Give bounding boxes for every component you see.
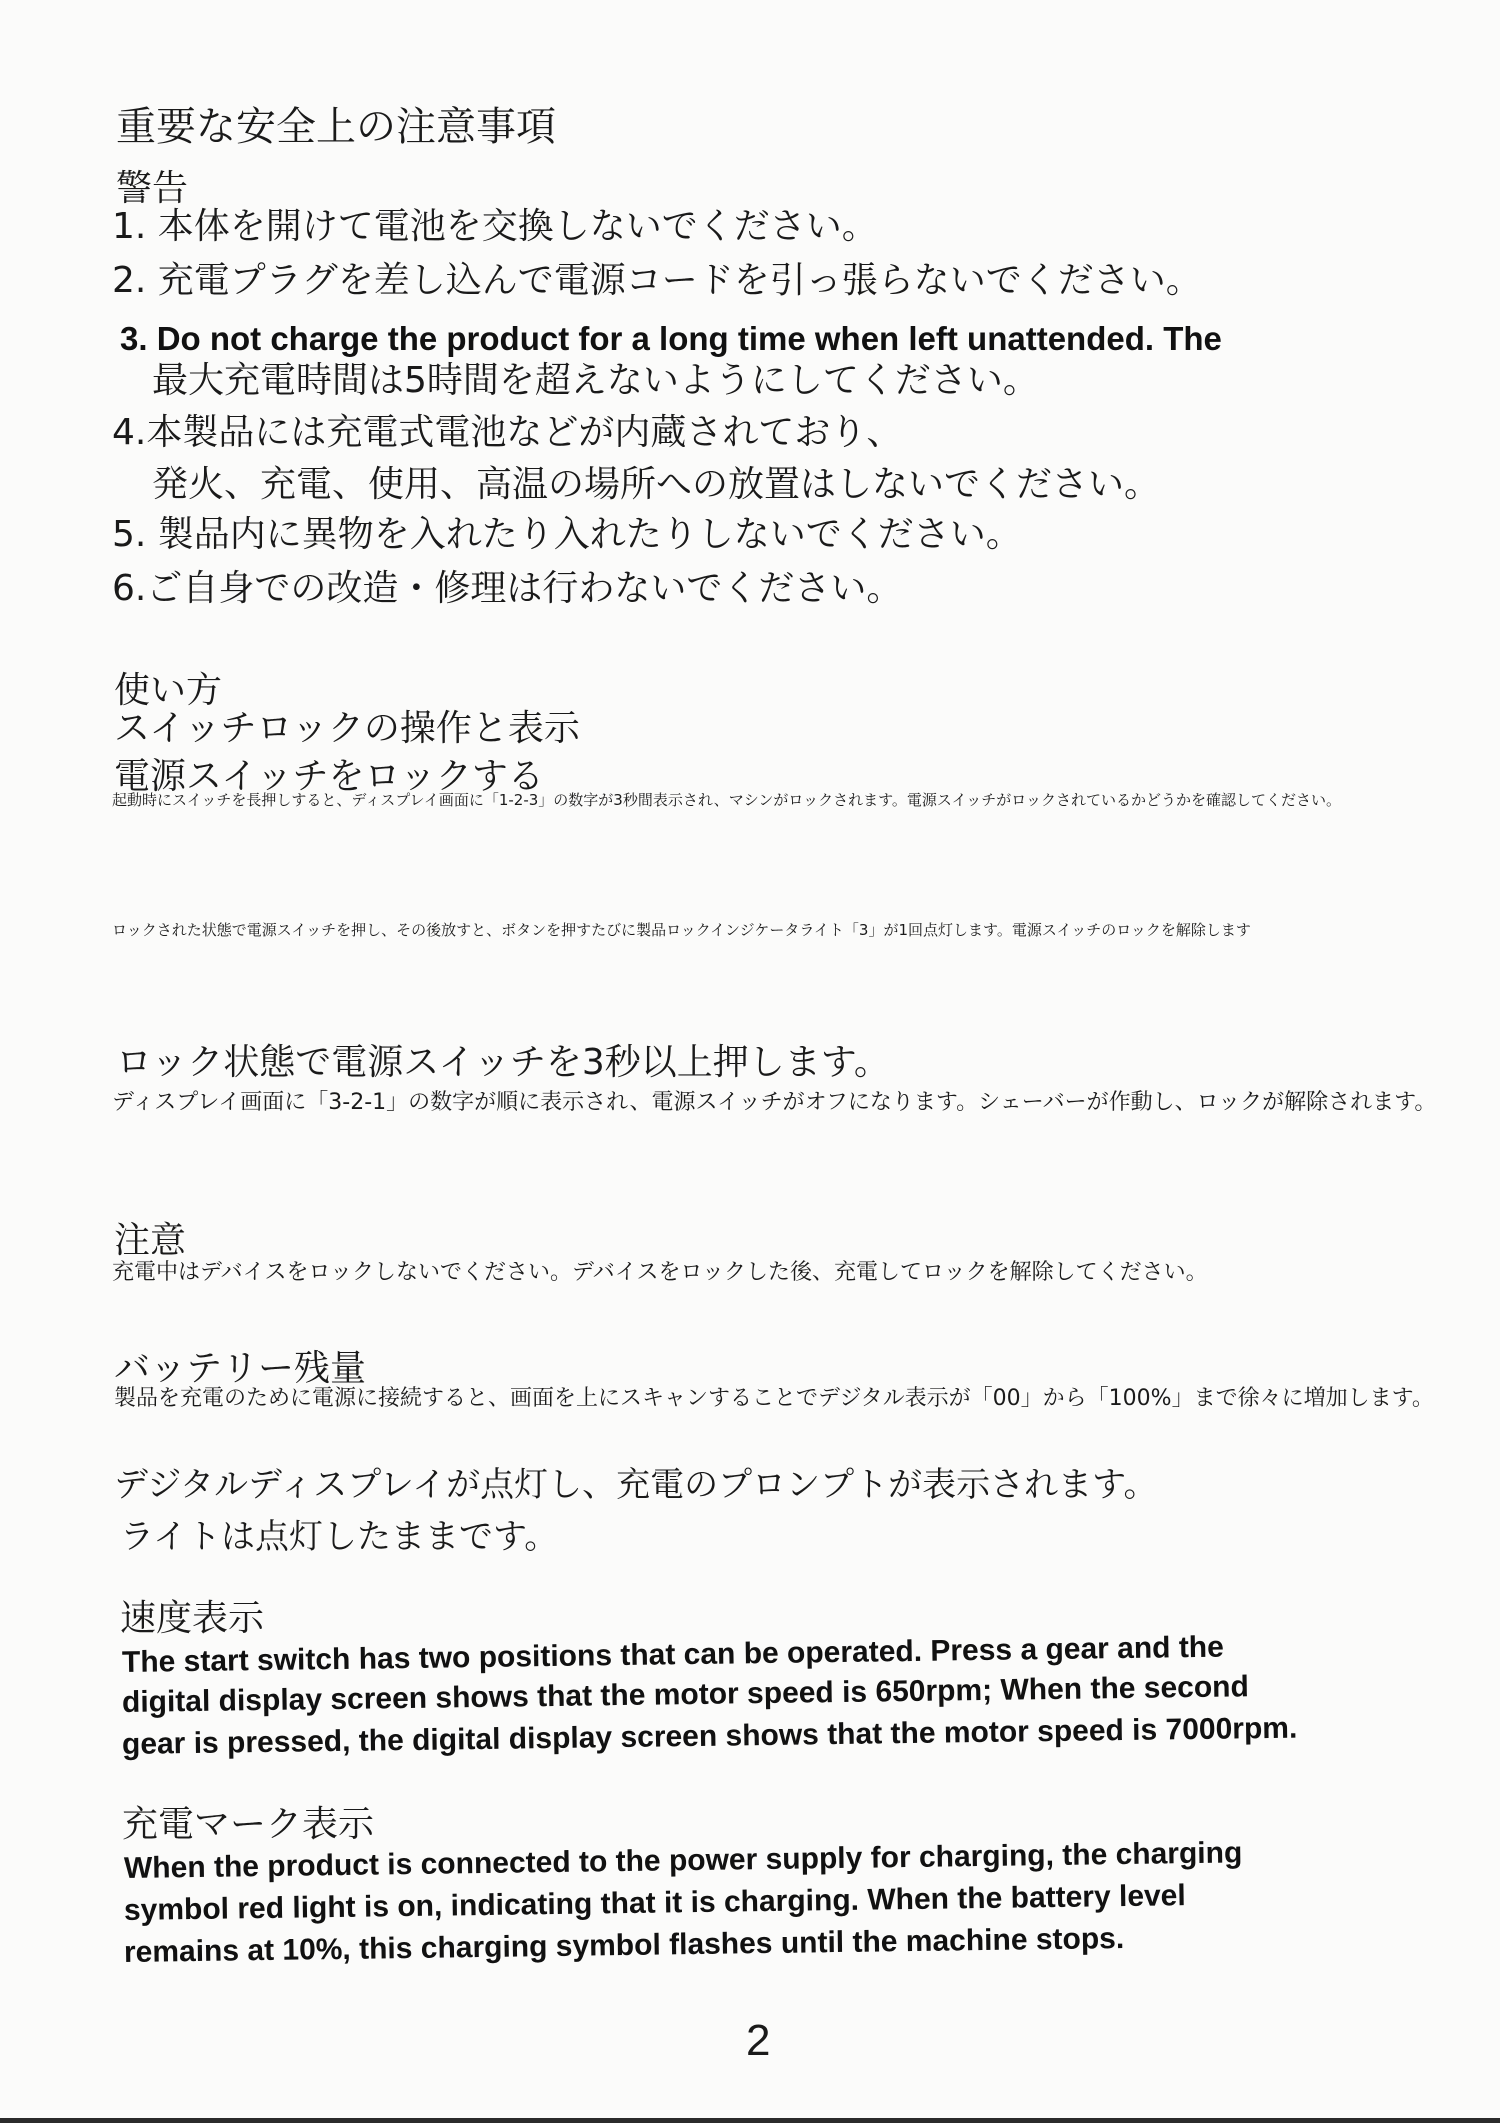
caution-heading: 注意 [114,1220,187,1261]
warning-item-3-english: 3. Do not charge the product for a long time when left unattended. The [120,320,1222,357]
caution-text: 充電中はデバイスをロックしないでください。デバイスをロックした後、充電してロックを解除してください。 [112,1260,1208,1285]
page-number: 2 [746,2016,771,2065]
page-title: 重要な安全上の注意事項 [116,104,556,150]
speed-display-heading: 速度表示 [120,1598,265,1639]
lock-power-switch-heading: 電源スイッチをロックする [114,756,544,797]
bottom-edge-rule [0,2118,1500,2123]
warning-item-3-continued: 最大充電時間は5時間を超えないようにしてください。 [152,360,1039,401]
locked-state-description: ロックされた状態で電源スイッチを押し、その後放すと、ボタンを押すたびに製品ロックインジケータライト「3」が1回点灯します。電源スイッチのロックを解除します [112,921,1251,939]
battery-display-line: デジタルディスプレイが点灯し、充電のプロンプトが表示されます。 [114,1465,1158,1505]
lock-description: 起動時にスイッチを長押しすると、ディスプレイ画面に「1-2-3」の数字が3秒間表示され、マシンがロックされます。電源スイッチがロックされているかどうかを確認してください。 [112,791,1341,809]
unlock-description: ディスプレイ画面に「3-2-1」の数字が順に表示され、電源スイッチがオフになります。シェーバーが作動し、ロックが解除されます。 [112,1090,1437,1115]
battery-level-text: 製品を充電のために電源に接続すると、画面を上にスキャンすることでデジタル表示が「00」から「100%」まで徐々に増加します。 [114,1386,1434,1411]
battery-light-line: ライトは点灯したままです。 [120,1517,559,1557]
warning-item-4-continued: 発火、充電、使用、高温の場所への放置はしないでください。 [152,464,1161,505]
charge-mark-line-2: symbol red light is on, indicating that it is charging. When the battery level [123,1879,1186,1927]
usage-heading: 使い方 [114,670,223,711]
switch-lock-subheading: スイッチロックの操作と表示 [114,708,580,749]
battery-level-heading: バッテリー残量 [114,1348,367,1389]
charge-mark-heading: 充電マーク表示 [122,1804,375,1845]
speed-line-2: digital display screen shows that the motor speed is 650rpm; When the second [121,1670,1250,1719]
speed-line-1: The start switch has two positions that can be operated. Press a gear and the [121,1630,1225,1679]
warning-item-5: 5. 製品内に異物を入れたり入れたりしないでください。 [112,514,1022,555]
speed-line-3: gear is pressed, the digital display screen shows that the motor speed is 7000rpm. [121,1711,1298,1761]
warning-item-6: 6.ご自身での改造・修理は行わないでください。 [112,568,903,609]
charge-mark-line-3: remains at 10%, this charging symbol flashes until the machine stops. [123,1922,1125,1969]
warning-item-4: 4.本製品には充電式電池などが内蔵されており、 [112,412,903,453]
warning-item-1: 1. 本体を開けて電池を交換しないでください。 [112,206,878,247]
warning-heading: 警告 [116,168,189,209]
unlock-heading: ロック状態で電源スイッチを3秒以上押します。 [116,1042,890,1083]
warning-item-2: 2. 充電プラグを差し込んで電源コードを引っ張らないでください。 [112,260,1202,301]
charge-mark-line-1: When the product is connected to the power supply for charging, the charging [123,1836,1243,1885]
